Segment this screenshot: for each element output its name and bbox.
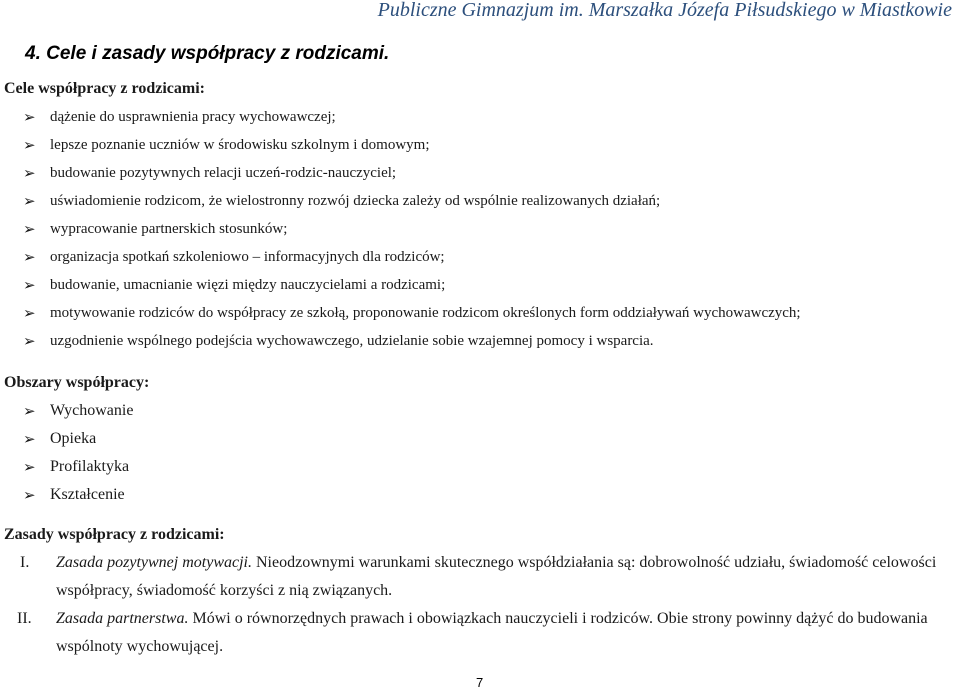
- goal-text: budowanie, umacnianie więzi między nauczycielami a rodzicami;: [50, 277, 446, 293]
- principle-text: Mówi o równorzędnych prawach i obowiązkach nauczycieli i rodziców. Obie strony powinny dążyć do budowania: [188, 610, 928, 627]
- principle-numeral: I.: [20, 554, 30, 571]
- principle-line: [56, 549, 936, 577]
- principle-numeral: II.: [17, 610, 32, 627]
- arrow-bullet-icon: ➢: [23, 220, 36, 238]
- goal-text: motywowanie rodziców do współpracy ze szkołą, proponowanie rodzicom określonych form oddziaływań wychowawczych;: [50, 305, 801, 321]
- area-text: Wychowanie: [50, 402, 134, 419]
- goal-text: uzgodnienie wspólnego podejścia wychowawczego, udzielanie sobie wzajemnej pomocy i wsparcia.: [50, 333, 654, 349]
- arrow-bullet-icon: ➢: [23, 486, 36, 504]
- goal-text: uświadomienie rodzicom, że wielostronny rozwój dziecka zależy od wspólnie realizowanych działań;: [50, 193, 661, 209]
- arrow-bullet-icon: ➢: [23, 164, 36, 182]
- principle-text-continued: wspólnoty wychowującej.: [56, 638, 224, 655]
- arrow-bullet-icon: ➢: [23, 430, 36, 448]
- section-title: 4. Cele i zasady współpracy z rodzicami.: [25, 43, 390, 64]
- arrow-bullet-icon: ➢: [23, 402, 36, 420]
- document-header: Publiczne Gimnazjum im. Marszałka Józefa Piłsudskiego w Miastkowie: [377, 0, 952, 21]
- area-text: Profilaktyka: [50, 458, 130, 475]
- arrow-bullet-icon: ➢: [23, 332, 36, 350]
- arrow-bullet-icon: ➢: [23, 458, 36, 476]
- arrow-bullet-icon: ➢: [23, 304, 36, 322]
- areas-heading: Obszary współpracy:: [4, 374, 150, 391]
- page-number: 7: [476, 675, 484, 690]
- principle-name: Zasada partnerstwa.: [56, 610, 189, 627]
- arrow-bullet-icon: ➢: [23, 248, 36, 266]
- goal-text: lepsze poznanie uczniów w środowisku szkolnym i domowym;: [50, 137, 430, 153]
- principles-heading: Zasady współpracy z rodzicami:: [4, 526, 225, 543]
- principle-name: Zasada pozytywnej motywacji.: [56, 554, 252, 571]
- arrow-bullet-icon: ➢: [23, 192, 36, 210]
- arrow-bullet-icon: ➢: [23, 276, 36, 294]
- goals-heading: Cele współpracy z rodzicami:: [4, 80, 205, 97]
- goal-text: organizacja spotkań szkoleniowo – informacyjnych dla rodziców;: [50, 249, 445, 265]
- area-text: Opieka: [50, 430, 97, 447]
- goal-text: dążenie do usprawnienia pracy wychowawczej;: [50, 109, 336, 125]
- principle-text: Nieodzownymi warunkami skutecznego współdziałania są: dobrowolność udziału, świadomość celowości: [251, 554, 937, 571]
- arrow-bullet-icon: ➢: [23, 108, 36, 126]
- area-text: Kształcenie: [50, 486, 125, 503]
- principle-text-continued: współpracy, świadomość korzyści z nią związanych.: [56, 582, 393, 599]
- goal-text: wypracowanie partnerskich stosunków;: [50, 221, 288, 237]
- principle-line: [56, 605, 928, 633]
- arrow-bullet-icon: ➢: [23, 136, 36, 154]
- goal-text: budowanie pozytywnych relacji uczeń-rodzic-nauczyciel;: [50, 165, 397, 181]
